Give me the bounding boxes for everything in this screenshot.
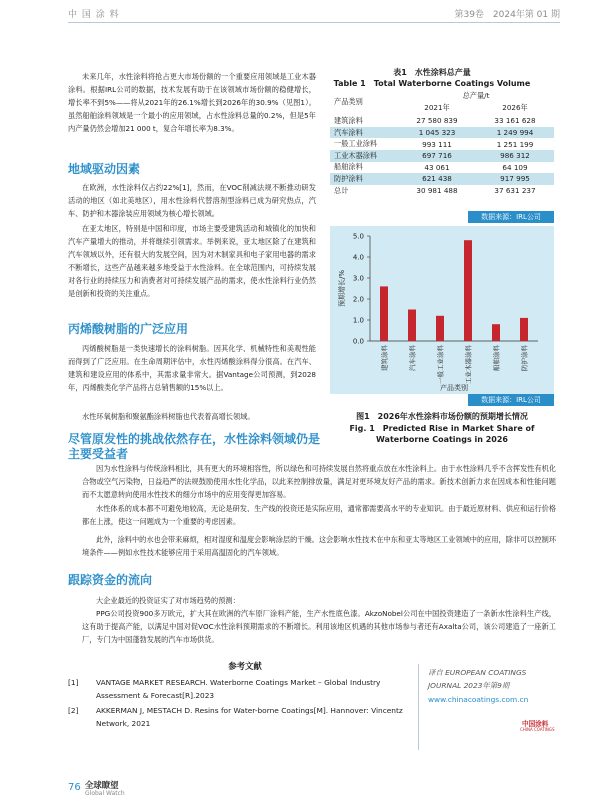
bar [520, 318, 528, 341]
figure-caption-cn: 图1 2026年水性涂料市场份额的预期增长情况 [356, 412, 528, 421]
figure-caption-en-1: Fig. 1 Predicted Rise in Market Share of [349, 424, 535, 433]
reference-line: Network, 2021 [96, 719, 151, 728]
x-tick-label: 汽车涂料 [408, 345, 417, 371]
reference-number: [2] [68, 706, 79, 715]
table-cell-value: 1 045 323 [398, 127, 476, 139]
x-tick-label: 一般工业涂料 [436, 345, 445, 384]
table-cell-value: 33 161 628 [476, 115, 554, 127]
table-cell-category: 汽车涂料 [330, 127, 398, 139]
table-cell-value: 697 716 [398, 150, 476, 162]
y-tick-label: 5.0 [352, 232, 364, 241]
table-cell-value: 27 580 839 [398, 115, 476, 127]
table-row [330, 138, 554, 150]
translation-source-line-1: 译自 EUROPEAN COATINGS [428, 668, 527, 677]
table-row [330, 127, 554, 139]
acrylic-paragraph-1: 丙烯酸树脂是一类快速增长的涂料树脂。因其化学、机械特性和美观性能而得到了广泛应用。在生命周期评估中，水性丙烯酸涂料得分很高。在汽车、建筑和建设应用的体系中，其需求量非常大。据Vantage公司预测，到2028年，丙烯酸类化学产品将占总销售额的15%以上。 [68, 344, 316, 392]
chart-panel [330, 226, 554, 394]
volume-table [330, 90, 554, 196]
table-cell-category: 船舶涂料 [330, 162, 398, 174]
table-row [330, 150, 554, 162]
table-cell-value: 1 249 994 [476, 127, 554, 139]
x-tick-label: 建筑涂料 [380, 345, 389, 371]
funds-paragraph-1: 大企业最近的投资证实了对市场趋势的预测： [96, 596, 240, 605]
section-title-funds: 跟踪资金的流向 [68, 573, 153, 587]
table-title-en: Table 1 Total Waterborne Coatings Volume [333, 79, 531, 88]
table-header-year: 2021年 [398, 102, 476, 115]
table-header-total: 总产量/t [398, 90, 554, 102]
x-axis-label: 产品类别 [440, 384, 468, 392]
section-label-en: Global Watch [85, 790, 125, 797]
section-label: 全球瞭望 [85, 780, 119, 790]
challenges-paragraph-2: 水性体系的成本都不可避免地较高，无论是研发、生产线的投资还是实际应用，通常都需要高水平的专业知识。由于最近原材料、供应和运行价格都在上涨，使这一问题成为一个重要的考虑因素。 [82, 504, 557, 526]
x-tick-label: 防护涂料 [520, 345, 529, 371]
y-tick-label: 1.0 [352, 316, 364, 325]
table-cell-value: 621 438 [398, 173, 476, 185]
acrylic-paragraph-2: 水性环氧树脂和聚氨酯涂料树脂也代表着高增长领域。 [82, 412, 255, 421]
table-cell-value: 986 312 [476, 150, 554, 162]
table-cell-category: 一般工业涂料 [330, 138, 398, 150]
reference-line: VANTAGE MARKET RESEARCH. Waterborne Coatings Market – Global Industry [96, 678, 381, 687]
regional-paragraph-1: 在欧洲，水性涂料仅占约22%[1]，然而，在VOC削减法规不断推动研发活动的地区（如北美地区），用水性涂料代替溶剂型涂料已成为研究热点，汽车、防护和木器涂装应用领域为核心增长领域。 [68, 183, 316, 218]
table-row [330, 185, 554, 197]
table-cell-category: 总计 [330, 185, 398, 197]
table-cell-category: 工业木器涂料 [330, 150, 398, 162]
reference-line: Assessment & Forecast[R].2023 [96, 691, 215, 700]
table-cell-category: 建筑涂料 [330, 115, 398, 127]
bar [408, 310, 416, 342]
running-header-journal: 中 国 涂 料 [68, 10, 120, 20]
x-tick-label: 工业木器涂料 [464, 345, 473, 384]
page-number: 76 [68, 782, 81, 793]
table-source-tag: 数据来源：IRL公司 [468, 211, 554, 223]
bar [380, 286, 388, 341]
table-cell-category: 防护涂料 [330, 173, 398, 185]
section-title-regional: 地域驱动因素 [68, 162, 141, 176]
table-cell-value: 993 111 [398, 138, 476, 150]
section-title-challenges: 尽管原发性的挑战依然存在，水性涂料领域仍是主要受益者 [68, 432, 321, 461]
table-cell-value: 37 631 237 [476, 185, 554, 197]
translation-source-line-2: JOURNAL 2023年第9期 [428, 681, 510, 690]
y-tick-label: 4.0 [352, 253, 364, 262]
reference-number: [1] [68, 678, 79, 687]
table-cell-value: 43 061 [398, 162, 476, 174]
growth-bar-chart [330, 226, 554, 394]
references-title: 参考文献 [228, 661, 262, 671]
table-cell-value: 917 995 [476, 173, 554, 185]
figure-caption-en-2: Waterborne Coatings in 2026 [376, 435, 508, 444]
chart-source-tag: 数据来源：IRL公司 [468, 394, 554, 406]
table-row [330, 162, 554, 174]
website-link[interactable]: www.chinacoatings.com.cn [428, 695, 529, 704]
china-coatings-logo: 中国涂料 [522, 720, 549, 728]
table-header-year: 2026年 [476, 102, 554, 115]
table-row [330, 115, 554, 127]
table-cell-value: 30 981 488 [398, 185, 476, 197]
header-divider [68, 22, 560, 23]
y-axis-label: 预期增长/% [338, 269, 346, 308]
running-header-issue: 第39卷 2024年第 01 期 [454, 10, 560, 20]
regional-paragraph-2: 在亚太地区，特别是中国和印度，市场主要受建筑活动和城镇化的加快和汽车产量增大的推动，并将继续引领需求。举例来说，亚太地区除了在建筑和汽车领域以外，还有很大的发展空间，因为对木制家具和电子家用电器的需求不断增长，这些产品越来越多地受益于水性涂料。在全球范围内，可持续发展对各行业的持续压力和消费者对可持续发展产品的需求，使水性涂料行业仍然是创新和投资的关注重点。 [68, 224, 316, 298]
y-tick-label: 3.0 [352, 274, 364, 283]
intro-paragraph: 未来几年，水性涂料将抢占更大市场份额的一个重要应用领域是工业木器涂料。根据IRL公司的数据，技术发展有助于在该领域市场份额的稳健增长，增长率不到5%——将从2021年的26.1%增长到2026年的30.9%（见图1）。虽然船舶涂料领域是一个最小的应用领域，占水性涂料总量的0.2%，但是5年内产量仍然会增加21 000 t，复合年增长率为8.3%。 [68, 72, 316, 133]
funds-paragraph-2: PPG公司投资900多万欧元，扩大其在欧洲的汽车原厂涂料产能，生产水性底色漆。AkzoNobel公司在中国投资建造了一条新水性涂料生产线，这有助于提高产能，以满足中国对促VOC水性涂料预期需求的不断增长。利用该地区机遇的其他市场参与者还有Axalta公司，该公司建造了一座新工厂，专门为中国蓬勃发展的汽车市场供货。 [82, 609, 556, 644]
y-tick-label: 0.0 [352, 337, 364, 346]
table-row [330, 173, 554, 185]
table-header-category: 产品类别 [330, 90, 398, 115]
challenges-paragraph-1: 因为水性涂料与传统涂料相比，具有更大的环境相容性，所以绿色和可持续发展自然将重点放在水性涂料上。由于水性涂料几乎不含挥发性有机化合物或空气污染物，日益趋严的法规鼓励使用水性化学品，以此来控制排放量，满足对更环境友好产品的需求。新技术创新力求在因成本和性能问题而不太愿意转向使用水性技术的细分市场中的应用变得更加容易。 [82, 464, 557, 499]
table-title-cn: 表1 水性涂料总产量 [393, 68, 471, 77]
challenges-paragraph-3: 此外，涂料中的水也会带来麻烦，相对湿度和温度会影响涂层的干燥。这会影响水性技术在中东和亚太等地区工业领域中的应用，除非可以控制环境条件——例如水性技术能够应用于采用高温固化的汽车领域。 [82, 535, 557, 557]
china-coatings-logo-en: CHINA COATINGS [520, 727, 555, 732]
section-title-acrylic: 丙烯酸树脂的广泛应用 [68, 322, 189, 336]
bar [492, 324, 500, 341]
bar [436, 316, 444, 341]
table-cell-value: 1 251 199 [476, 138, 554, 150]
bar [464, 240, 472, 341]
x-tick-label: 船舶涂料 [492, 345, 501, 371]
y-tick-label: 2.0 [352, 295, 364, 304]
table-cell-value: 64 109 [476, 162, 554, 174]
reference-line: AKKERMAN J, MESTACH D. Resins for Water-borne Coatings[M]. Hannover: Vincentz [96, 706, 403, 715]
